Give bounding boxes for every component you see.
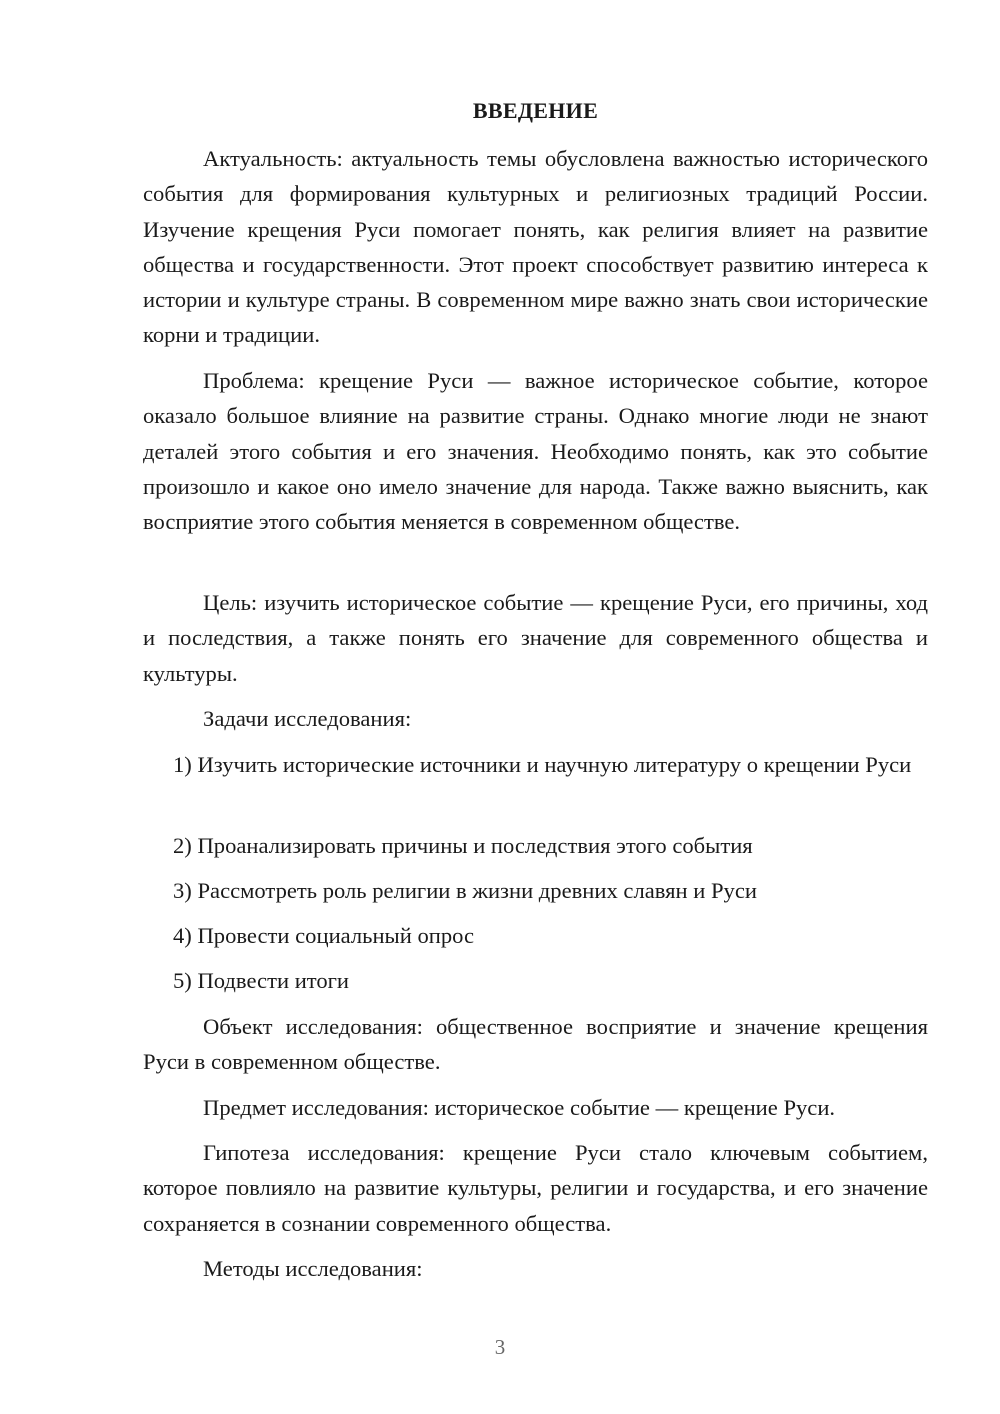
goal-paragraph: Цель: изучить историческое событие — крещение Руси, его причины, ход и последствия, а также понять его значение для современного общества и культуры. [143,590,928,686]
task-item-2: 2) Проанализировать причины и последствия этого события [173,833,753,858]
page-title: ВВЕДЕНИЕ [472,98,599,123]
task-item-4: 4) Провести социальный опрос [173,923,475,948]
hypothesis-paragraph: Гипотеза исследования: крещение Руси стало ключевым событием, которое повлияло на развитие культуры, религии и государства, и его значение сохраняется в сознании современного общества. [143,1140,928,1236]
object-paragraph: Объект исследования: общественное восприятие и значение крещения Руси в современном обществе. [143,1014,928,1075]
methods-heading: Методы исследования: [203,1256,423,1281]
task-item-3: 3) Рассмотреть роль религии в жизни древних славян и Руси [173,878,757,903]
relevance-paragraph: Актуальность: актуальность темы обусловлена важностью исторического события для формирования культурных и религиозных традиций России. Изучение крещения Руси помогает понять, как религия влияет на развитие общества и государственности. Этот проект способствует развитию интереса к истории и культуре страны. В современном мире важно знать свои исторические корни и традиции. [143,146,928,348]
problem-paragraph: Проблема: крещение Руси — важное историческое событие, которое оказало большое влияние на развитие страны. Однако многие люди не знают деталей этого события и его значения. Необходимо понять, как это событие произошло и какое оно имело значение для народа. Также важно выяснить, как восприятие этого события меняется в современном обществе. [143,368,928,535]
task-item-1: 1) Изучить исторические источники и научную литературу о крещении Руси [173,752,912,777]
subject-paragraph: Предмет исследования: историческое событие — крещение Руси. [203,1095,836,1120]
task-item-5: 5) Подвести итоги [173,968,350,993]
tasks-heading: Задачи исследования: [203,706,412,731]
page-number: 3 [494,1335,506,1359]
